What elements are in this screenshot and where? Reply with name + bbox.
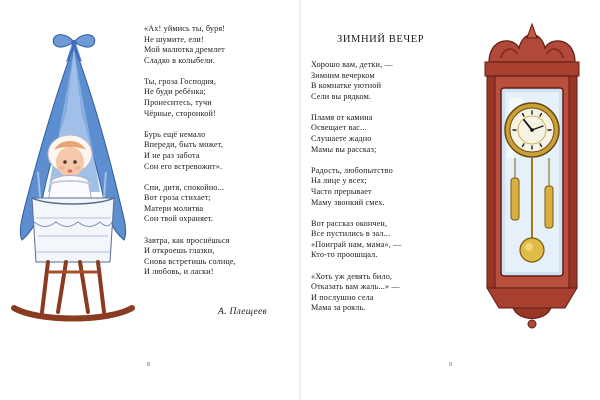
stanza	[144, 130, 294, 172]
baby-in-cradle-illustration	[8, 22, 138, 340]
poem-line: И послушно села	[311, 292, 374, 302]
poem-line: Спи, дитя, спокойно...	[144, 182, 225, 192]
poem-line: Сладко в колыбели.	[144, 55, 216, 65]
poem-line: Слушаете жадно	[311, 134, 372, 144]
poem-line: Кто-то проошщал.	[311, 250, 378, 260]
page-number: 8	[147, 362, 150, 368]
stanza	[311, 60, 461, 102]
poem-line: Отказать вам жаль...» —	[311, 282, 400, 292]
stanza	[311, 219, 461, 261]
stanza	[311, 113, 461, 155]
poem-line: Снова встретишь солнце,	[144, 256, 236, 266]
author-signature: А. Плещеев	[218, 307, 267, 317]
poem-line: Часто прерывает	[311, 186, 372, 196]
poem-line: Сон его встревожит».	[144, 161, 223, 171]
poem-line: Впереди, быть может,	[144, 140, 224, 150]
poem-line: Освещает вас...	[311, 123, 367, 133]
poem-line: «Ах! уймись ты, буря!	[144, 24, 226, 33]
stanza	[144, 24, 294, 66]
poem-line: «Хоть уж девять било,	[311, 271, 393, 281]
poem-line: Мамы вы рассказ;	[311, 144, 377, 154]
stanza	[311, 272, 461, 314]
poem-line: Радость, любопытство	[311, 165, 393, 175]
poem-line: Бурь ещё немало	[144, 129, 206, 139]
poem-line: Завтра, как проснёшься	[144, 235, 230, 245]
poem-line: Сели вы рядком.	[311, 91, 372, 101]
poem-line: И откроешь глазки,	[144, 246, 215, 256]
stanza	[144, 236, 294, 278]
poem-line: Все пустились в зал...	[311, 229, 391, 239]
poem-line: Маму звонкий смех.	[311, 197, 385, 207]
poem-line: Хорошо вам, детки, —	[311, 60, 393, 69]
stanza	[311, 166, 461, 208]
poem-line: И не раз забота	[144, 150, 200, 160]
page-number: 9	[449, 362, 452, 368]
poem-line: «Поиграй нам, мама», —	[311, 239, 402, 249]
poem-line: Вот гроза стихает;	[144, 193, 211, 203]
winter-evening-poem	[311, 60, 461, 324]
poem-line: Матери молитва	[144, 203, 204, 213]
wall-clock-illustration	[469, 18, 595, 336]
poem-line: Зимним вечерком	[311, 70, 375, 80]
poem-line: В комнатке уютной	[311, 81, 382, 91]
poem-line: Ты, гроза Господня,	[144, 76, 217, 86]
right-page	[301, 0, 600, 400]
poem-line: Не буди ребёнка;	[144, 87, 206, 97]
stanza	[144, 77, 294, 119]
poem-line: Пламя от камина	[311, 112, 373, 122]
poem-line: На лице у всех;	[311, 176, 367, 186]
stanza	[144, 183, 294, 225]
poem-title: ЗИМНИЙ ВЕЧЕР	[337, 34, 425, 45]
left-page	[0, 0, 299, 400]
poem-line: Сон твой охраняет.	[144, 214, 214, 224]
poem-line: И любовь, и ласки!	[144, 267, 214, 277]
poem-line: Вот рассказ окончен,	[311, 218, 388, 228]
poem-line: Пронеситесь, тучи	[144, 98, 212, 108]
lullaby-poem	[144, 24, 294, 288]
poem-line: Чёрные, сторонкой!	[144, 108, 216, 118]
poem-line: Мама за рояль.	[311, 303, 366, 313]
poem-line: Мой малютка дремлет	[144, 45, 225, 55]
poem-line: Не шумите, ели!	[144, 34, 204, 44]
